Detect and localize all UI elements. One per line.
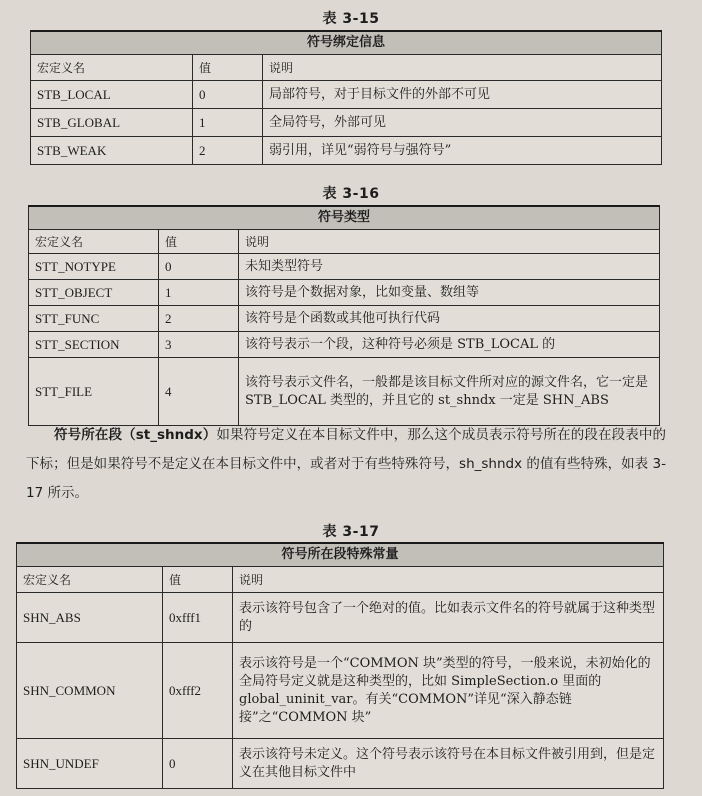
table-row xyxy=(29,254,660,280)
value-cell: 1 xyxy=(193,109,263,137)
macro-name-cell: SHN_ABS xyxy=(17,593,163,643)
description-cell: 该符号是个数据对象，比如变量、数组等 xyxy=(239,280,660,306)
description-cell: 弱引用，详见“弱符号与强符号” xyxy=(263,137,662,165)
macro-name-cell: STT_OBJECT xyxy=(29,280,159,306)
table-row xyxy=(29,306,660,332)
column-header: 值 xyxy=(193,55,263,81)
table-title: 符号类型 xyxy=(29,206,660,230)
column-header: 宏定义名 xyxy=(17,567,163,593)
table-row xyxy=(31,109,662,137)
value-cell: 0xfff2 xyxy=(163,643,233,739)
table-row xyxy=(17,739,664,789)
column-header: 宏定义名 xyxy=(31,55,193,81)
description-cell: 全局符号，外部可见 xyxy=(263,109,662,137)
description-cell: 表示该符号是一个“COMMON 块”类型的符号，一般来说，未初始化的全局符号定义就是这种类型的，比如 SimpleSection.o 里面的 global_uninit_var。有关“COMMON”详见“深入静态链接”之“COMMON 块” xyxy=(233,643,664,739)
macro-name-cell: STB_LOCAL xyxy=(31,81,193,109)
macro-name-cell: STT_SECTION xyxy=(29,332,159,358)
value-cell: 0xfff1 xyxy=(163,593,233,643)
table-title: 符号绑定信息 xyxy=(31,31,662,55)
table-row xyxy=(29,332,660,358)
paragraph-lead: 符号所在段（st_shndx） xyxy=(54,427,217,443)
value-cell: 0 xyxy=(159,254,239,280)
body-paragraph xyxy=(26,421,666,508)
macro-name-cell: STT_NOTYPE xyxy=(29,254,159,280)
value-cell: 2 xyxy=(193,137,263,165)
macro-name-cell: STT_FUNC xyxy=(29,306,159,332)
table-row xyxy=(29,280,660,306)
description-cell: 局部符号，对于目标文件的外部不可见 xyxy=(263,81,662,109)
value-cell: 3 xyxy=(159,332,239,358)
column-header: 值 xyxy=(163,567,233,593)
table-row xyxy=(31,81,662,109)
description-cell: 表示该符号未定义。这个符号表示该符号在本目标文件被引用到，但是定义在其他目标文件中 xyxy=(233,739,664,789)
table-3-17-caption: 表 3-17 xyxy=(322,524,380,540)
description-cell: 未知类型符号 xyxy=(239,254,660,280)
column-header: 说明 xyxy=(239,230,660,254)
table-title: 符号所在段特殊常量 xyxy=(17,543,664,567)
symbol-binding-table xyxy=(30,30,662,165)
macro-name-cell: STB_WEAK xyxy=(31,137,193,165)
paragraph-text: 如果符号定义在本目标文件中，那么这个成员表示符号所在的段在段表中的下标；但是如果符号不是定义在本目标文件中，或者对于有些特殊符号，sh_shndx 的值有些特殊，如表 3-17 所示。 xyxy=(26,427,667,501)
special-section-table xyxy=(16,542,664,789)
value-cell: 1 xyxy=(159,280,239,306)
table-3-16-caption: 表 3-16 xyxy=(322,186,380,202)
value-cell: 2 xyxy=(159,306,239,332)
macro-name-cell: STT_FILE xyxy=(29,358,159,426)
macro-name-cell: STB_GLOBAL xyxy=(31,109,193,137)
description-cell: 表示该符号包含了一个绝对的值。比如表示文件名的符号就属于这种类型的 xyxy=(233,593,664,643)
value-cell: 0 xyxy=(193,81,263,109)
value-cell: 0 xyxy=(163,739,233,789)
column-header: 宏定义名 xyxy=(29,230,159,254)
column-header: 值 xyxy=(159,230,239,254)
column-header: 说明 xyxy=(263,55,662,81)
symbol-type-table xyxy=(28,205,660,426)
table-row xyxy=(17,593,664,643)
macro-name-cell: SHN_UNDEF xyxy=(17,739,163,789)
macro-name-cell: SHN_COMMON xyxy=(17,643,163,739)
table-row xyxy=(17,643,664,739)
value-cell: 4 xyxy=(159,358,239,426)
description-cell: 该符号表示一个段，这种符号必须是 STB_LOCAL 的 xyxy=(239,332,660,358)
column-header: 说明 xyxy=(233,567,664,593)
table-row xyxy=(29,358,660,426)
description-cell: 该符号表示文件名，一般都是该目标文件所对应的源文件名，它一定是 STB_LOCAL 类型的，并且它的 st_shndx 一定是 SHN_ABS xyxy=(239,358,660,426)
table-3-15-caption: 表 3-15 xyxy=(322,11,380,27)
table-row xyxy=(31,137,662,165)
description-cell: 该符号是个函数或其他可执行代码 xyxy=(239,306,660,332)
